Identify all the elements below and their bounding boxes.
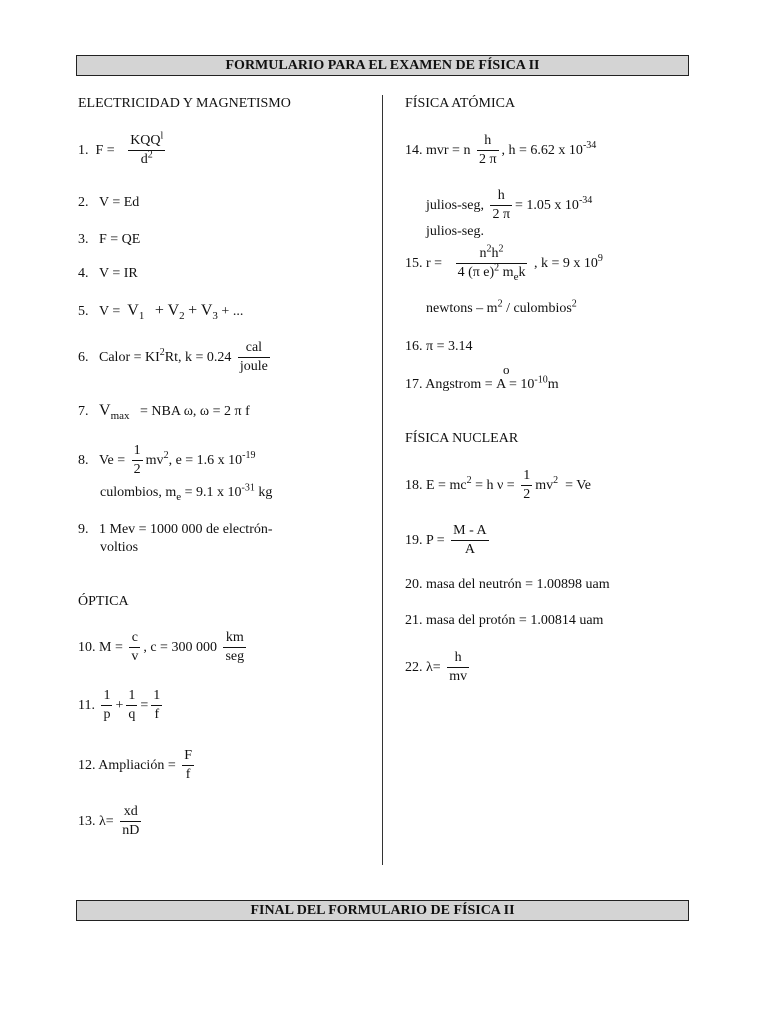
formula-10: 10. M = $\frac{c}{v}$ , c = 300 000 $\frac{km}{\text{seg}}$ bbox=[78, 630, 245, 665]
formula-7: 7. $V_{max}$ = NBA ω, ω = 2 π f bbox=[78, 402, 250, 422]
column-divider bbox=[382, 95, 383, 865]
formula-4: 4. V = IR bbox=[78, 266, 138, 281]
formula-14-line3: julios-seg. bbox=[426, 224, 484, 239]
section-nuclear: FÍSICA NUCLEAR bbox=[405, 431, 519, 446]
formula-8: 8. Ve = $\frac{1}{2}$ $mv^2$, e = 1.6 x $10^{-19}$ bbox=[78, 443, 256, 478]
formula-14-line2: julios-seg, $\frac{h}{2 \pi}$ = 1.05 x $10^{-34}$ bbox=[426, 188, 593, 223]
formula-11: 11. $\frac{1}{p}$ + $\frac{1}{q}$ = $\frac{1}{f}$ bbox=[78, 688, 161, 723]
section-optica: ÓPTICA bbox=[78, 594, 129, 609]
formula-2: 2. V = Ed bbox=[78, 195, 140, 210]
formula-9: 9. 1 Mev = 1000 000 de electrón- bbox=[78, 522, 273, 537]
formula-21: 21. masa del protón = 1.00814 uam bbox=[405, 613, 604, 628]
formula-14: 14. mvr = n $\frac{h}{2 \pi}$ , h = 6.62 x $10^{-34}$ bbox=[405, 133, 597, 168]
formula-12: 12. Ampliación = $\frac{F}{f}$ bbox=[78, 748, 193, 783]
formula-9-line2: voltios bbox=[100, 540, 139, 555]
formula-22: 22. λ= $\frac{h}{mv}$ bbox=[405, 650, 468, 685]
formula-17: 17. Angstrom = $A = 10^{-10}m$ bbox=[405, 374, 559, 392]
formula-20: 20. masa del neutrón = 1.00898 uam bbox=[405, 577, 610, 592]
section-atomica: FÍSICA ATÓMICA bbox=[405, 96, 516, 111]
formula-16: 16. π = 3.14 bbox=[405, 339, 473, 354]
formula-13: 13. λ= $\frac{xd}{nD}$ bbox=[78, 804, 140, 839]
section-electricidad: ELECTRICIDAD Y MAGNETISMO bbox=[78, 96, 291, 111]
formula-8-line2: culombios, $m_e = 9.1$ x $10^{-31}$ kg bbox=[100, 482, 273, 503]
formula-1: 1. F = $\frac{KQQ^l}{d^2}$ bbox=[78, 130, 164, 168]
formula-19: 19. P = $\frac{M - A}{A}$ bbox=[405, 523, 487, 558]
formula-3: 3. F = QE bbox=[78, 232, 141, 247]
formula-18: 18. $E = mc^2 = h$ ν = $\frac{1}{2}$ $mv^2 = Ve$ bbox=[405, 468, 591, 503]
formula-5: 5. $V = V_1$ + $V_2 + V_3$ + ... bbox=[78, 302, 244, 322]
footer-title: FINAL DEL FORMULARIO DE FÍSICA II bbox=[76, 900, 689, 921]
angstrom-ring: o bbox=[503, 362, 510, 377]
formula-15-line2: newtons – $m^2$ / culombios$^2$ bbox=[426, 298, 577, 316]
formula-15: 15. r = $\frac{n^2h^2}{4 (\pi e)^2 m_ek}$ , k = 9 x $10^9$ bbox=[405, 243, 603, 283]
formula-6: 6. Calor = $KI^2Rt$, k = 0.24 $\frac{\text{cal}}{\text{joule}}$ bbox=[78, 340, 268, 375]
header-title: FORMULARIO PARA EL EXAMEN DE FÍSICA II bbox=[76, 55, 689, 76]
